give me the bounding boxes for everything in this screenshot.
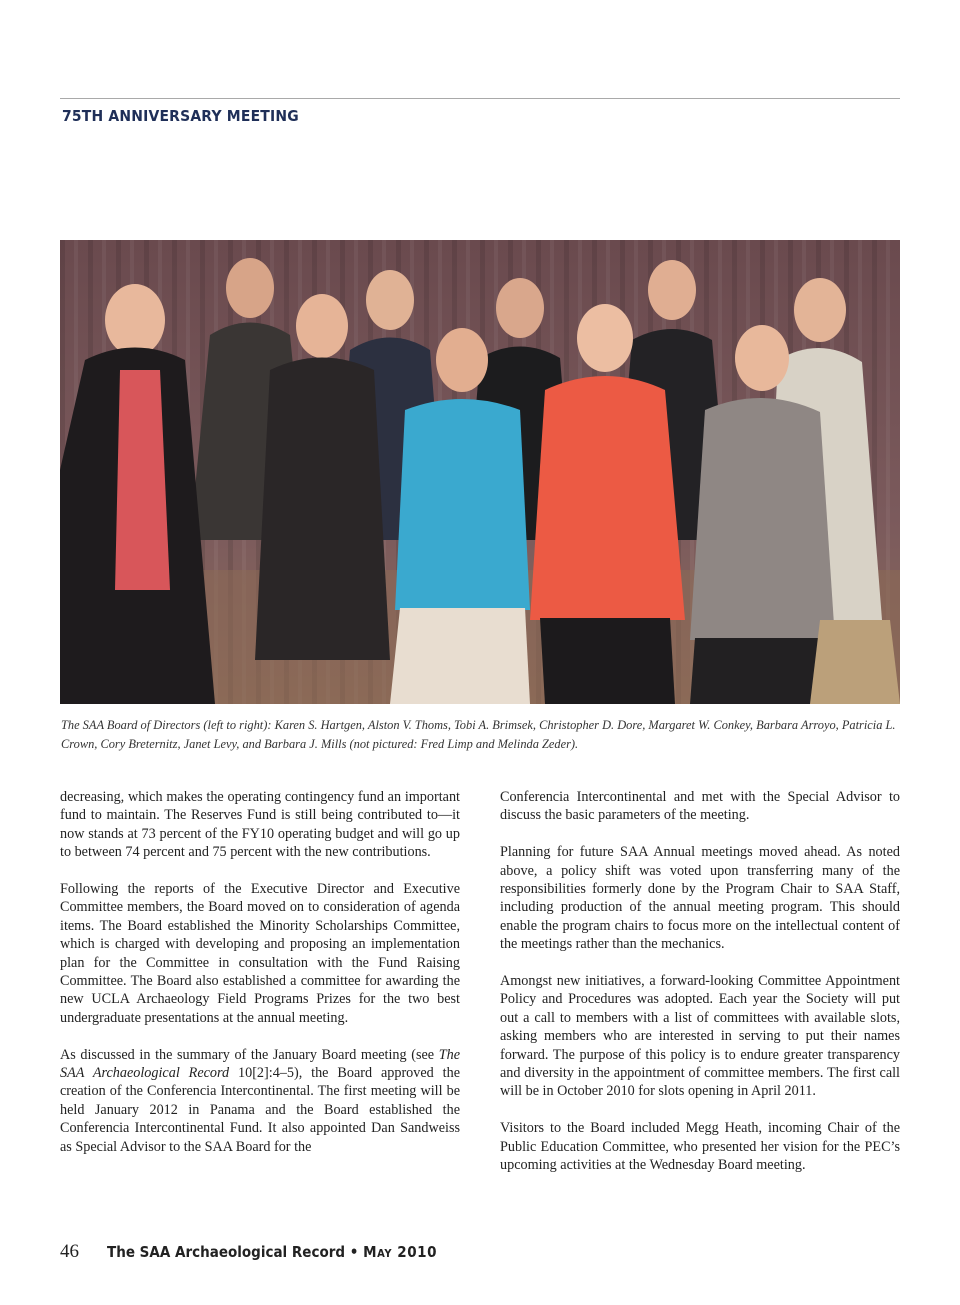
publication-line bbox=[107, 1243, 437, 1261]
left-column bbox=[60, 788, 460, 1156]
publication-title: The SAA Archaeological Record bbox=[107, 1243, 346, 1261]
bullet-separator: • bbox=[349, 1243, 359, 1261]
journal-title: The SAA Archaeological Record bbox=[60, 1046, 460, 1082]
left-paragraph-1: decreasing, which makes the operating contingency fund an important fund to maintain. The Reserves Fund is still being contributed to—it now stands at 73 percent of the FY10 operating budget and will go up to between 74 percent and 75 percent with the new contributions. bbox=[60, 789, 460, 861]
right-paragraph-1: Conferencia Intercontinental and met with the Special Advisor to discuss the basic parameters of the meeting. bbox=[500, 789, 900, 824]
issue-date: May 2010 bbox=[363, 1243, 438, 1261]
group-photo-illustration bbox=[60, 240, 900, 704]
left-paragraph-3 bbox=[60, 1046, 460, 1156]
page-footer bbox=[60, 1241, 474, 1263]
photo-caption: The SAA Board of Directors (left to right): Karen S. Hartgen, Alston V. Thoms, Tobi A. Brimsek, Christopher D. Dore, Margaret W. Conkey, Barbara Arroyo, Patricia L. Crown, Cory Breternitz, Janet Levy, and Barbara J. Mills (not pictured: Fred Limp and Melinda Zeder). bbox=[61, 718, 896, 751]
right-paragraph-2: Planning for future SAA Annual meetings moved ahead. As noted above, a policy shift was voted upon transferring many of the responsibilities formerly done by the Program Chair to SAA Staff, including production of the annual meeting program. This should enable the program chairs to focus more on the intellectual content of the meetings rather than the mechanics. bbox=[500, 844, 900, 953]
left-paragraph-2: Following the reports of the Executive Director and Executive Committee members, the Board moved on to consideration of agenda items. The Board established the Minority Scholarships Committee, which is charged with developing and proposing an implementation plan for the Committee in consultation with the Fund Raising Committee. The Board also established a committee for awarding the new UCLA Archaeology Field Programs Prizes for the two best undergraduate presentations at the annual meeting. bbox=[60, 881, 460, 1026]
board-group-photo bbox=[60, 240, 900, 704]
paragraph-text: As discussed in the summary of the January Board meeting (see bbox=[60, 1046, 439, 1063]
section-title: 75TH ANNIVERSARY MEETING bbox=[62, 107, 299, 125]
page-number: 46 bbox=[60, 1241, 79, 1262]
paragraph-text: 10[2]:4–5), the Board approved the creation of the Conferencia Intercontinental. The first meeting will be held January 2012 in Panama and the Board established the Conferencia Intercontinental Fund. It also appointed Dan Sandweiss as Special Advisor to the SAA Board for the bbox=[60, 1065, 460, 1155]
right-paragraph-3: Amongst new initiatives, a forward-looking Committee Appointment Policy and Procedures was adopted. Each year the Society will put out a call to members with a list of committees with available slots, asking members who are interested in serving to put their names forward. The purpose of this policy is to endure greater transparency and diversity in the appointment of committee members. The first call will be in October 2010 for slots opening in April 2011. bbox=[500, 973, 900, 1100]
right-column bbox=[500, 788, 900, 1174]
header-rule bbox=[60, 98, 900, 99]
right-paragraph-4: Visitors to the Board included Megg Heath, incoming Chair of the Public Education Committee, who presented her vision for the PEC’s upcoming activities at the Wednesday Board meeting. bbox=[500, 1120, 900, 1174]
